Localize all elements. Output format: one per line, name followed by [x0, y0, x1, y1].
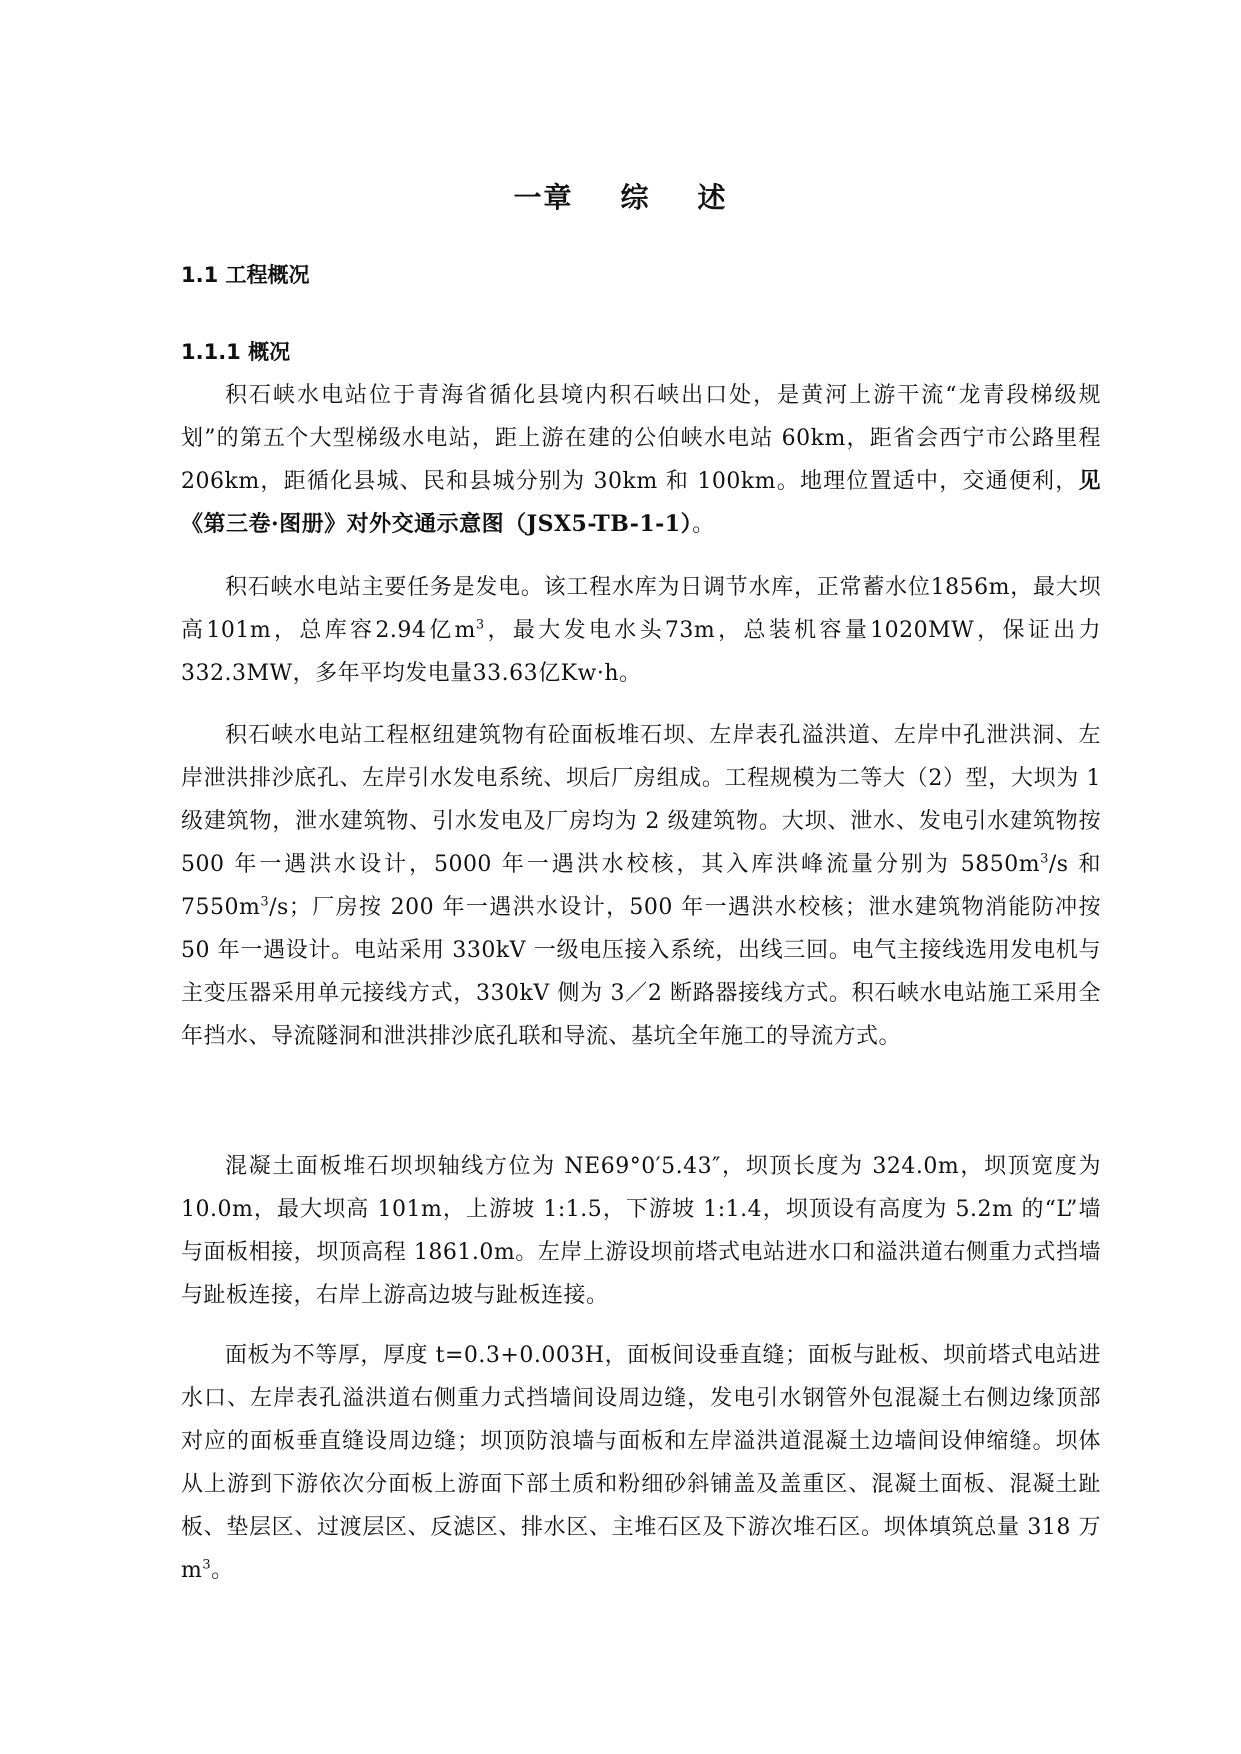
- subsection-heading: 1.1.1 概况: [181, 340, 291, 364]
- section-heading: 1.1 工程概况: [181, 263, 310, 287]
- paragraph-text: 。: [211, 1558, 234, 1583]
- paragraph-text: /s 和 7550m: [181, 852, 1101, 920]
- paragraph-text: 积石峡水电站主要任务是发电。该工程水库为日调节水库，正常蓄水位1856m，最大坝高101m，总库容2.94亿m: [181, 575, 1101, 643]
- chapter-title: 一章 综 述: [513, 181, 728, 214]
- figure-reference: 见《第三卷·图册》对外交通示意图（JSX5-TB-1-1）: [181, 468, 1101, 537]
- paragraph-text: 。: [692, 512, 715, 537]
- paragraph-text: ，最大发电水头73m，总装机容量1020MW，保证出力332.3MW，多年平均发电量33.63亿Kw·h。: [181, 618, 1101, 686]
- paragraph-text: 积石峡水电站位于青海省循化县境内积石峡出口处，是黄河上游干流“龙青段梯级规划”的第五个大型梯级水电站，距上游在建的公伯峡水电站 60km，距省会西宁市公路里程 206km，距循化县城、民和县城分别为 30km 和 100km。地理位置适中，交通便利，: [181, 383, 1101, 494]
- paragraph-text: /s；厂房按 200 年一遇洪水设计，500 年一遇洪水校核；泄水建筑物消能防冲按 50 年一遇设计。电站采用 330kV 一级电压接入系统，出线三回。电气主接线选用发电机与主变压器采用单元接线方式，330kV 侧为 3／2 断路器接线方式。积石峡水电站施工采用全年挡水、导流隧洞和泄洪排沙底孔联和导流、基坑全年施工的导流方式。: [181, 895, 1101, 1049]
- superscript: 3: [475, 617, 485, 633]
- paragraph-text: 面板为不等厚，厚度 t=0.3+0.003H，面板间设垂直缝；面板与趾板、坝前塔式电站进水口、左岸表孔溢洪道右侧重力式挡墙间设周边缝，发电引水钢管外包混凝土右侧边缘顶部对应的面板垂直缝设周边缝；坝顶防浪墙与面板和左岸溢洪道混凝土边墙间设伸缩缝。坝体从上游到下游依次分面板上游面下部土质和粉细砂斜铺盖及盖重区、混凝土面板、混凝土趾板、垫层区、过渡层区、反滤区、排水区、主堆石区及下游次堆石区。坝体填筑总量 318 万 m: [181, 1343, 1101, 1583]
- paragraph-text: 积石峡水电站工程枢纽建筑物有砼面板堆石坝、左岸表孔溢洪道、左岸中孔泄洪洞、左岸泄洪排沙底孔、左岸引水发电系统、坝后厂房组成。工程规模为二等大（2）型，大坝为 1 级建筑物，泄水建筑物、引水发电及厂房均为 2 级建筑物。大坝、泄水、发电引水建筑物按 500 年一遇洪水设计，5000 年一遇洪水校核，其入库洪峰流量分别为 5850m: [181, 723, 1101, 877]
- superscript: 3: [1040, 851, 1049, 867]
- paragraph-face-slab: [181, 1334, 1101, 1592]
- paragraph-dam-axis: 混凝土面板堆石坝坝轴线方位为 NE69°0′5.43″，坝顶长度为 324.0m，坝顶宽度为 10.0m，最大坝高 101m，上游坡 1:1.5，下游坡 1:1.4，坝顶设有高度为 5.2m 的“L”墙与面板相接，坝顶高程 1861.0m。左岸上游设坝前塔式电站进水口和溢洪道右侧重力式挡墙与趾板连接，右岸上游高边坡与趾板连接。: [181, 1154, 1101, 1308]
- superscript: 3: [260, 894, 270, 910]
- paragraph-main-task: [181, 566, 1101, 695]
- paragraph-structures: [181, 714, 1101, 1058]
- paragraph-location: [181, 374, 1101, 546]
- superscript: 3: [202, 1557, 212, 1573]
